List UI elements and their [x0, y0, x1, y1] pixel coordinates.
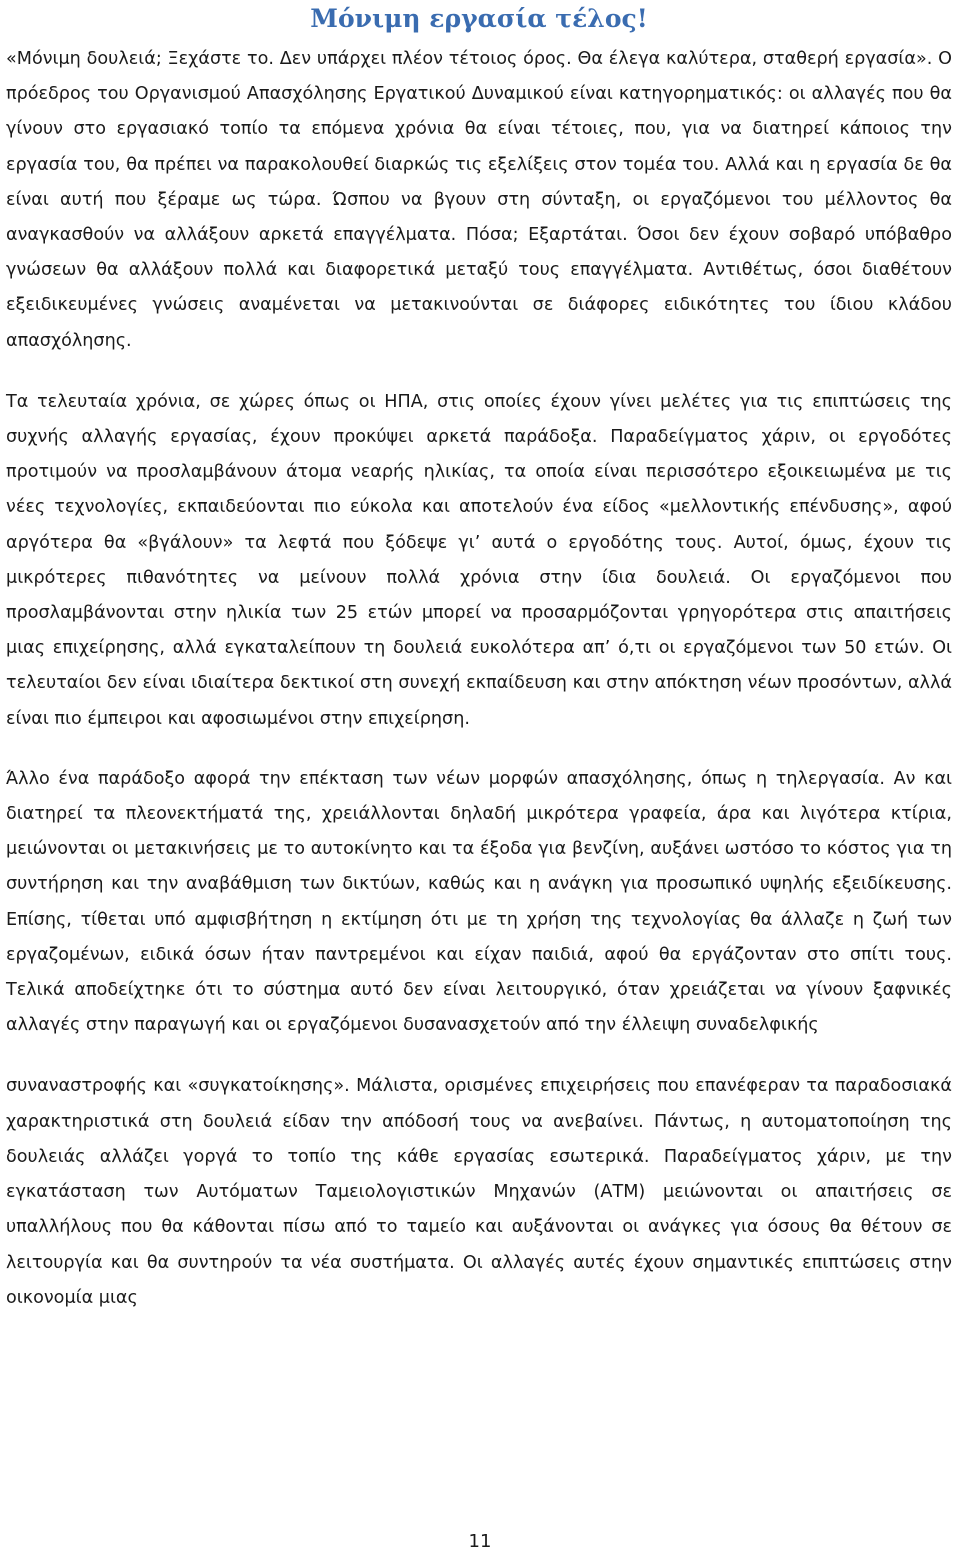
- paragraph-2: Τα τελευταία χρόνια, σε χώρες όπως οι ΗΠΑ, στις οποίες έχουν γίνει μελέτες για τις επιπτώσεις της συχνής αλλαγής εργασίας, έχουν προκύψει αρκετά παράδοξα. Παραδείγματος χάριν, οι εργοδότες προτιμούν να προσλαμβάνουν άτομα νεαρής ηλικίας, τα οποία είναι περισσότερο εξοικειωμένα με τις νέες τεχνολογίες, εκπαιδεύονται πιο εύκολα και αποτελούν ένα είδος «μελλοντικής επένδυσης», αφού αργότερα θα «βγάλουν» τα λεφτά που ξόδεψε γι’ αυτά ο εργοδότης τους. Αυτοί, όμως, έχουν τις μικρότερες πιθανότητες να μείνουν πολλά χρόνια στην ίδια δουλειά. Οι εργαζόμενοι που προσλαμβάνονται στην ηλικία των 25 ετών μπορεί να προσαρμόζονται γρηγορότερα στις απαιτήσεις μιας επιχείρησης, αλλά εγκαταλείπουν τη δουλειά ευκολότερα απ’ ό,τι οι εργαζόμενοι των 50 ετών. Οι τελευταίοι δεν είναι ιδιαίτερα δεκτικοί στη συνεχή εκπαίδευση και στην απόκτηση νέων προσόντων, αλλά είναι πιο έμπειροι και αφοσιωμένοι στην επιχείρηση.: [6, 391, 952, 729]
- paragraph-3: Άλλο ένα παράδοξο αφορά την επέκταση των νέων μορφών απασχόλησης, όπως η τηλεργασία. Αν και διατηρεί τα πλεονεκτήματά της, χρειάλλονται δηλαδή μικρότερα γραφεία, άρα και λιγότερα κτίρια, μειώνονται οι μετακινήσεις με το αυτοκίνητο και τα έξοδα για βενζίνη, αυξάνει ωστόσο το κόστος για τη συντήρηση και την αναβάθμιση των δικτύων, καθώς και η ανάγκη για προσωπικό υψηλής εξειδίκευσης. Επίσης, τίθεται υπό αμφισβήτηση η εκτίμηση ότι με τη χρήση της τεχνολογίας θα άλλαζε η ζωή των εργαζομένων, ειδικά όσων ήταν παντρεμένοι και είχαν παιδιά, αφού θα εργάζονταν στο σπίτι τους. Τελικά αποδείχτηκε ότι το σύστημα αυτό δεν είναι λειτουργικό, όταν χρειάζεται να γίνουν ξαφνικές αλλαγές στην παραγωγή και οι εργαζόμενοι δυσανασχετούν από την έλλειψη συναδελφικής: [6, 768, 952, 1036]
- page-number: 11: [468, 1531, 492, 1552]
- paragraph-1: «Μόνιμη δουλειά; Ξεχάστε το. Δεν υπάρχει πλέον τέτοιος όρος. Θα έλεγα καλύτερα, σταθερή εργασία». Ο πρόεδρος του Οργανισμού Απασχόλησης Εργατικού Δυναμικού είναι κατηγορηματικός: οι αλλαγές που θα γίνουν στο εργασιακό τοπίο τα επόμενα χρόνια θα είναι τέτοιες, που, για να διατηρεί κάποιος την εργασία του, θα πρέπει να παρακολουθεί διαρκώς τις εξελίξεις στον τομέα του. Αλλά και η εργασία δε θα είναι αυτή που ξέραμε ως τώρα. Ώσπου να βγουν στη σύνταξη, οι εργαζόμενοι του μέλλοντος θα αναγκασθούν να αλλάξουν αρκετά επαγγέλματα. Πόσα; Εξαρτάται. Όσοι δεν έχουν σοβαρό υπόβαθρο γνώσεων θα αλλάξουν πολλά και διαφορετικά μεταξύ τους επαγγέλματα. Αντιθέτως, όσοι διαθέτουν εξειδικευμένες γνώσεις αναμένεται να μετακινούνται σε διάφορες ειδικότητες του ίδιου κλάδου απασχόλησης.: [6, 49, 952, 351]
- page-title: Μόνιμη εργασία τέλος!: [310, 4, 648, 33]
- paragraph-4: συναναστροφής και «συγκατοίκησης». Μάλιστα, ορισμένες επιχειρήσεις που επανέφεραν τα παραδοσιακά χαρακτηριστικά στη δουλειά είδαν την απόδοσή τους να ανεβαίνει. Πάντως, η αυτοματοποίηση της δουλειάς αλλάζει γοργά το τοπίο της κάθε εργασίας εσωτερικά. Παραδείγματος χάριν, με την εγκατάσταση των Αυτόματων Ταμειολογιστικών Μηχανών (ΑΤΜ) μειώνονται οι απαιτήσεις σε υπαλλήλους που θα κάθονται πίσω από το ταμείο και αυξάνονται οι ανάγκες για όσους θα θέτουν σε λειτουργία και θα συντηρούν τα νέα συστήματα. Οι αλλαγές αυτές έχουν σημαντικές επιπτώσεις στην οικονομία μιας: [6, 1076, 952, 1308]
